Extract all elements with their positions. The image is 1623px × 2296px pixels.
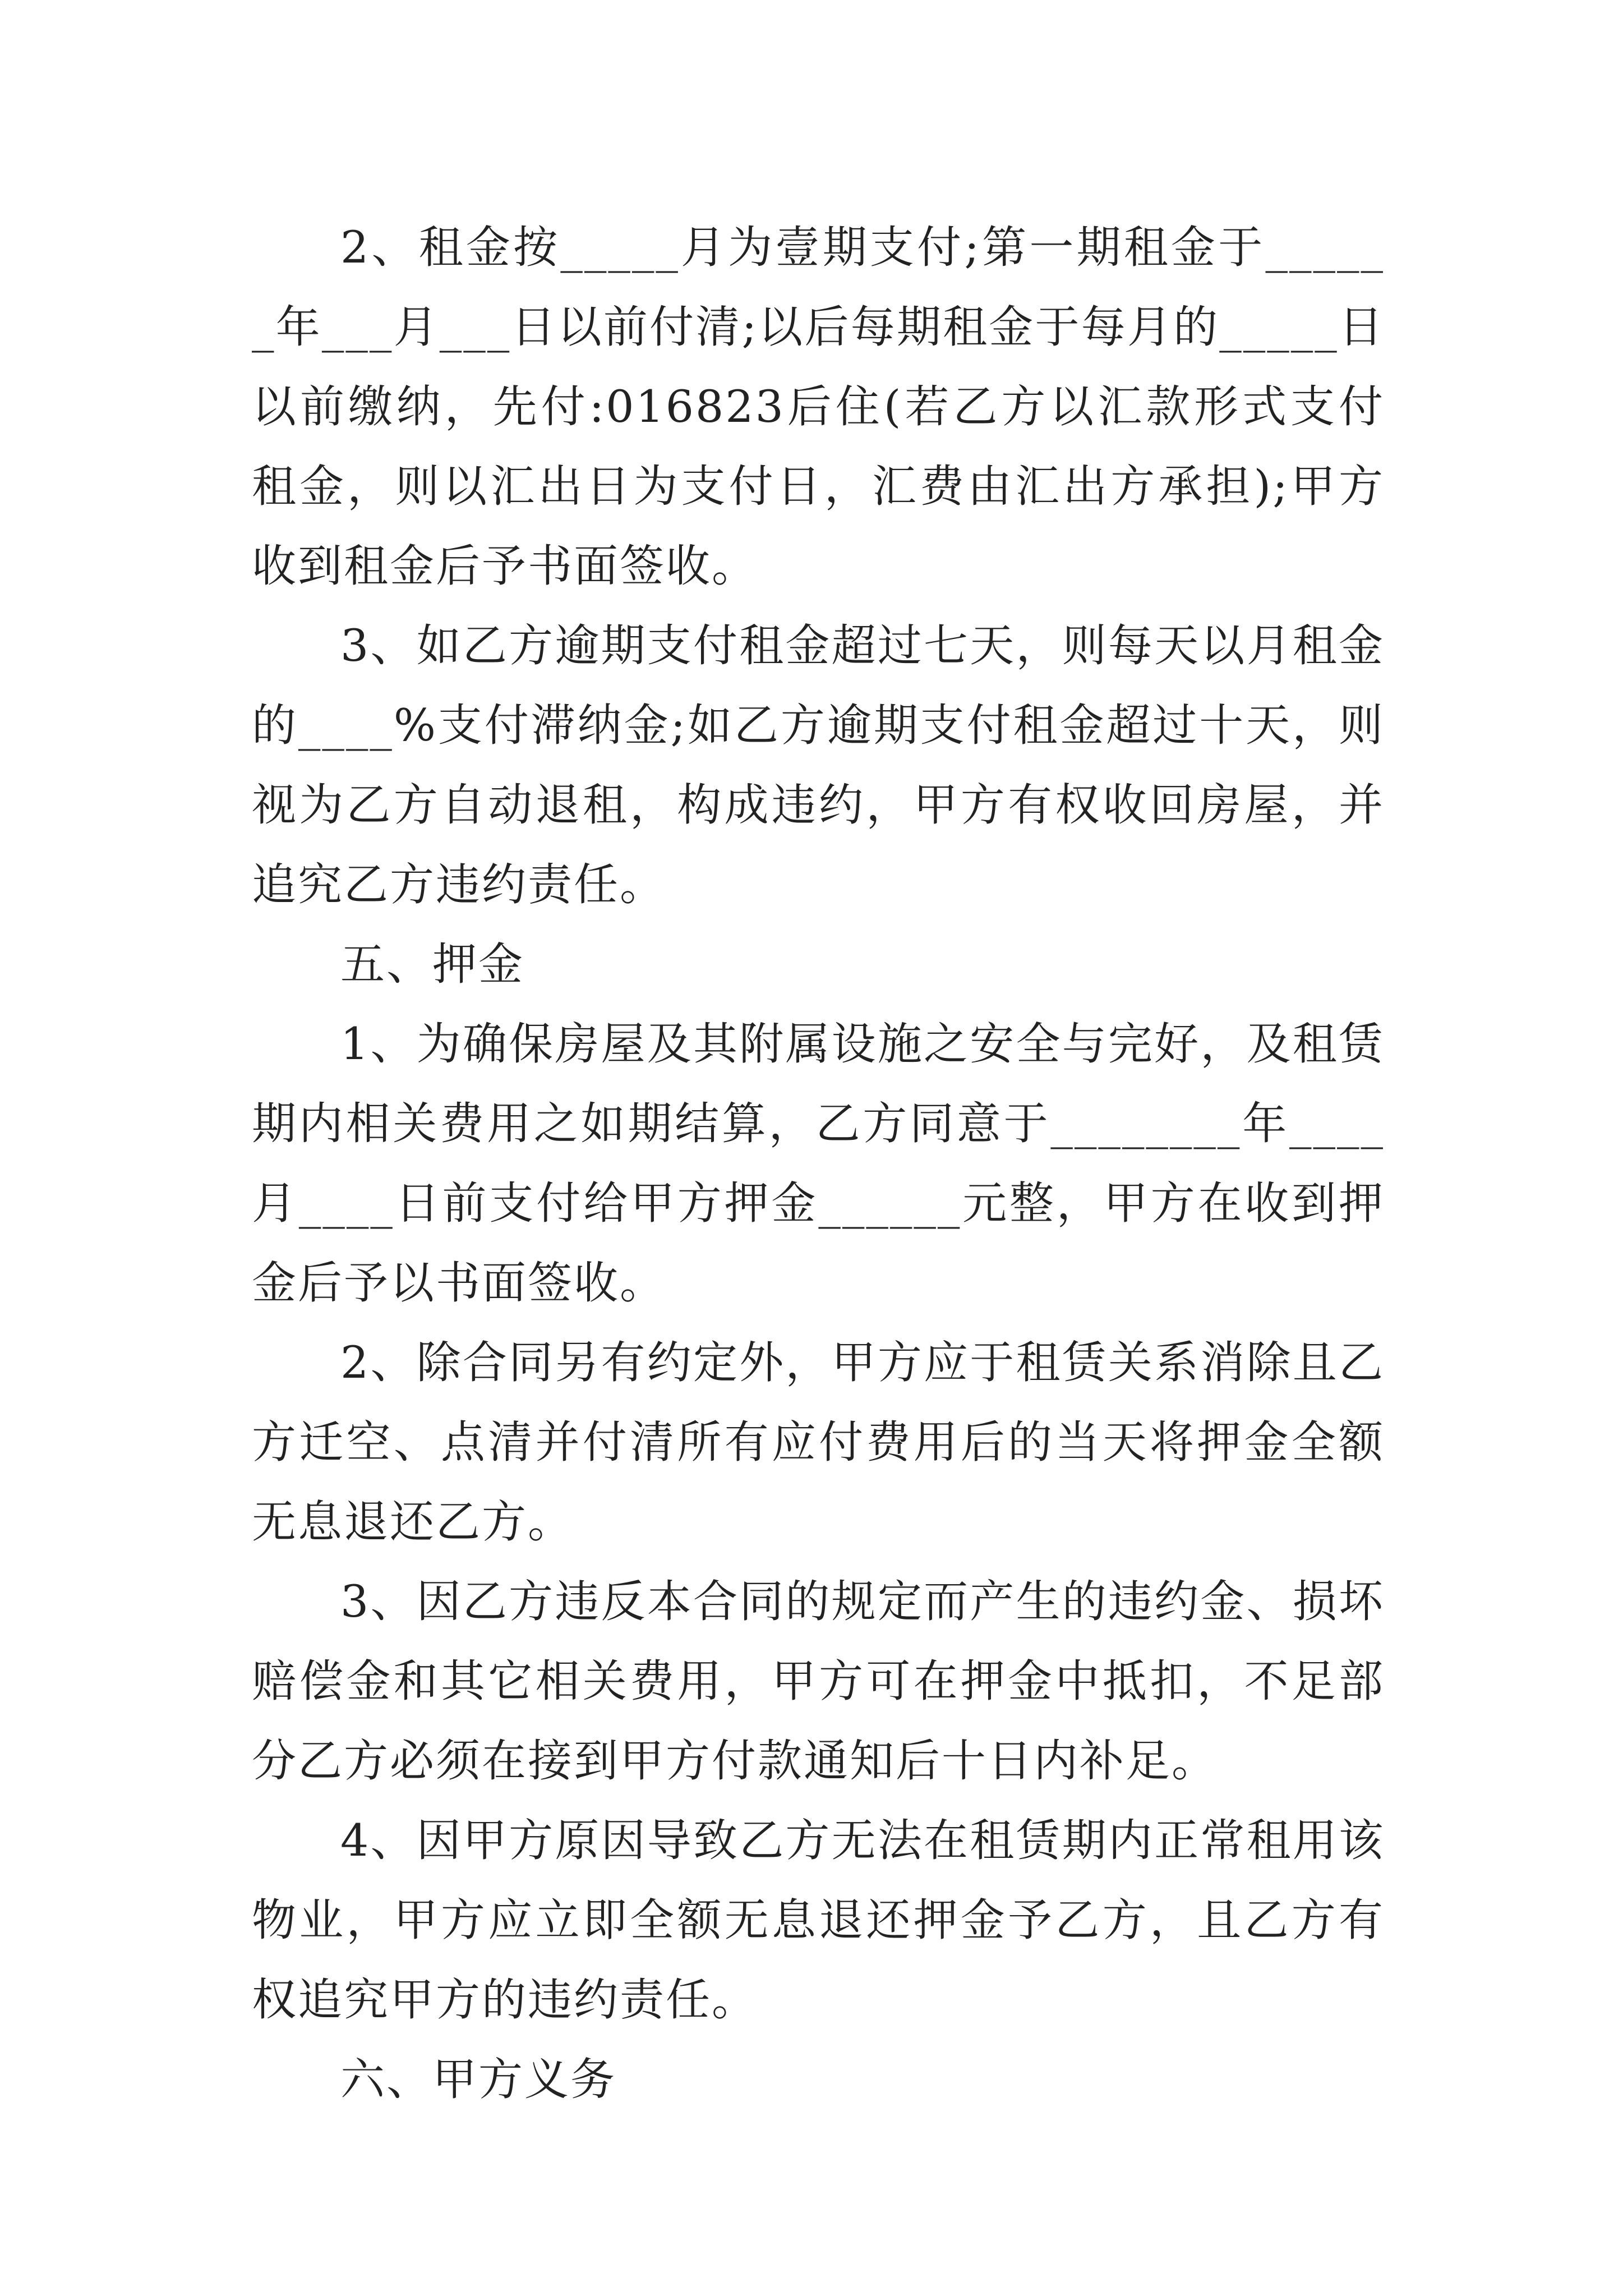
clause-deposit-deduction: 3、因乙方违反本合同的规定而产生的违约金、损坏赔偿金和其它相关费用，甲方可在押金中抵扣，不足部分乙方必须在接到甲方付款通知后十日内补足。 [252, 1576, 1385, 1787]
document-body [252, 208, 1385, 2119]
section-heading-landlord-obligations: 六、甲方义务 [340, 2054, 616, 2105]
section-heading-deposit: 五、押金 [340, 938, 524, 990]
clause-deposit-payment: 1、为确保房屋及其附属设施之安全与完好，及租赁期内相关费用之如期结算，乙方同意于________年____月____日前支付给甲方押金______元整，甲方在收到押金后予以书面签收。 [252, 1018, 1385, 1309]
clause-deposit-refund: 2、除合同另有约定外，甲方应于租赁关系消除且乙方迁空、点清并付清所有应付费用后的当天将押金全额无息退还乙方。 [252, 1337, 1385, 1548]
clause-late-payment: 3、如乙方逾期支付租金超过七天，则每天以月租金的____%支付滞纳金;如乙方逾期支付租金超过十天，则视为乙方自动退租，构成违约，甲方有权收回房屋，并追究乙方违约责任。 [252, 620, 1385, 910]
clause-rent-payment: 2、租金按_____月为壹期支付;第一期租金于______年___月___日以前付清;以后每期租金于每月的_____日以前缴纳，先付:016823后住(若乙方以汇款形式支付租金，则以汇出日为支付日，汇费由汇出方承担);甲方收到租金后予书面签收。 [252, 222, 1385, 592]
clause-deposit-return-landlord-fault: 4、因甲方原因导致乙方无法在租赁期内正常租用该物业，甲方应立即全额无息退还押金予乙方，且乙方有权追究甲方的违约责任。 [252, 1815, 1385, 2026]
